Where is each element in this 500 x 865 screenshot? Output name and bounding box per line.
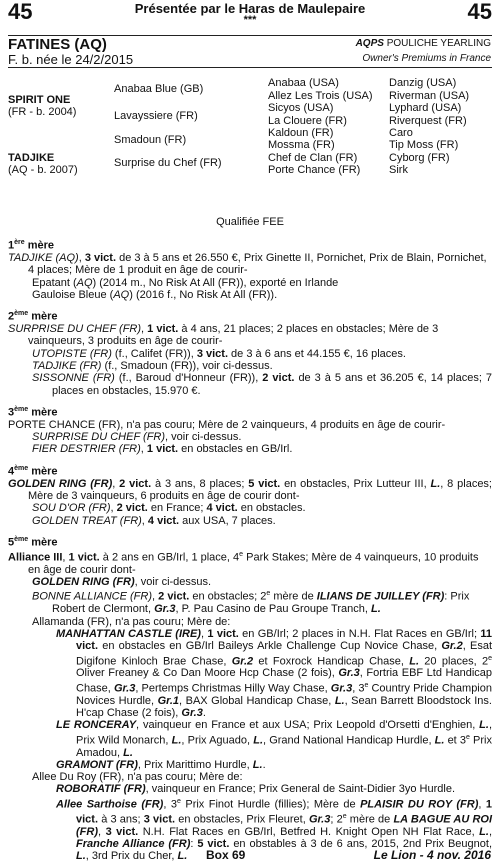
gen3-7: Chef de Clan (FR) <box>268 152 358 164</box>
family-notes <box>8 237 492 863</box>
lot-number-right: 45 <box>467 0 492 24</box>
gen2-3: Smadoun (FR) <box>114 134 187 146</box>
grandproduce-allee-sarthoise: Allee Sarthoise (FR), 3e Prix Finot Hurdle (fillies); Mère de PLAISIR DU ROY (FR), 1 vict. à 3 ans; 3 vict. en obstacles, Prix Fleuret, Gr.3; 2e mère de LA BAGUE AU ROI (FR), 3 vict. N.H. Flat Races en GB/Irl, Betfred H. Knight Open NH Flat Race, L., Franche Alliance (FR): 5 vict. en obstables à 3 de 6 ans, 2015, 2nd Prix Beugnot, L., 3rd Prix du Cher, L. <box>56 797 493 863</box>
gen3-8: Porte Chance (FR) <box>268 164 361 176</box>
produce-fier-destrier: FIER DESTRIER (FR), 1 vict. en obstacles en GB/Irl. <box>32 443 293 456</box>
box-number: Box 69 <box>206 848 246 862</box>
produce-bonne-alliance: BONNE ALLIANCE (FR), 2 vict. en obstacles; 2e mère de ILIANS DE JUILLEY (FR): Prix Robert de Clermont, Gr.3, P. Pau Casino de Pau Groupe Tranch, L. <box>32 590 470 616</box>
qualification: Qualifiée FEE <box>216 216 284 228</box>
gen3-4: La Clouere (FR) <box>268 115 347 127</box>
gen4-6: Tip Moss (FR) <box>389 139 459 151</box>
produce-epatant: Epatant (AQ) (2014 m., No Risk At All (FR)), exporté en Irlande <box>32 276 339 289</box>
section-heading-3: 3ème mère <box>8 405 58 419</box>
grandproduce-manhattan-castle: MANHATTAN CASTLE (IRE), 1 vict. en GB/Irl; 2 places in N.H. Flat Races en GB/Irl; 11 vict. en obstacles en GB/Irl Baileys Arkle Challenge Cup Novice Chase, Gr.2, Esat Digifone Kinloch Brae Chase, Gr.2 et Foxrock Handicap Chase, L. 20 places, 2e Oliver Freaney & Co Dan Moore Hcp Chase (2 fois), Gr.3, Fortria EBF Ltd Handicap Chase, Gr.3, Pertemps Christmas Hilly Way Chase, Gr.3, 3e Country Pride Champion Novices Hurdle, Gr.1, BAX Global Handicap Chase, L., Sean Barrett Bloodstock Ins. H'cap Chase (2 fois), Gr.3. <box>56 627 493 719</box>
gen4-5: Caro <box>389 127 413 139</box>
gen4-1: Danzig (USA) <box>389 77 457 89</box>
gen2-2: Lavayssiere (FR) <box>114 110 198 122</box>
produce-gauloise-bleue: Gauloise Bleue (AQ) (2016 f., No Risk At All (FR)). <box>32 288 278 301</box>
produce-golden-treat: GOLDEN TREAT (FR), 4 vict. aux USA, 7 places. <box>32 514 276 527</box>
dam-5-entry: Alliance III, 1 vict. à 2 ans en GB/Irl, 1 place, 4e Park Stakes; Mère de 4 vainqueurs, 10 produits en âge de courir dont- <box>8 550 479 576</box>
horse-name: FATINES (AQ) <box>8 36 107 53</box>
grandproduce-gramont: GRAMONT (FR), Prix Marittimo Hurdle, L.. <box>56 758 266 771</box>
section-heading-2: 2ème mère <box>8 310 58 323</box>
lot-number-left: 45 <box>8 0 33 24</box>
gen4-8: Sirk <box>389 164 408 176</box>
section-heading-4: 4ème mère <box>8 464 58 478</box>
dam-1-entry: TADJIKE (AQ), 3 vict. de 3 à 5 ans et 26.550 €, Prix Ginette II, Pornichet, Prix de Blain, Pornichet, 4 places; Mère de 1 produit en âge de courir- <box>8 251 487 277</box>
gen2-4: Surprise du Chef (FR) <box>114 157 222 169</box>
dam-4-entry: GOLDEN RING (FR), 2 vict. à 3 ans, 8 places; 5 vict. en obstacles, Prix Lutteur III, L., 8 places; Mère de 3 vainqueurs, 6 produits en âge de courir dont- <box>8 477 492 502</box>
gen3-1: Anabaa (USA) <box>268 77 339 89</box>
dam-info: (AQ - b. 2007) <box>8 164 78 176</box>
produce-sissonne: SISSONNE (FR) (f., Baroud d'Honneur (FR)), 2 vict. de 3 à 5 ans et 36.205 €, 14 places; 7 places en obstacles, 15.970 €. <box>32 372 492 397</box>
gen2-1: Anabaa Blue (GB) <box>114 83 204 95</box>
sire-info: (FR - b. 2004) <box>8 106 77 118</box>
sale-place-date: Le Lion - 4 nov. 2016 <box>373 848 491 862</box>
dam-2-entry: SURPRISE DU CHEF (FR), 1 vict. à 4 ans, 21 places; 2 places en obstacles; Mère de 3 vainqueurs, 3 produits en âge de courir- <box>8 323 439 348</box>
grandproduce-roboratif: ROBORATIF (FR), vainqueur en France; Prix General de Saint-Didier 3yo Hurdle. <box>56 783 455 796</box>
produce-utopiste: UTOPISTE (FR) (f., Califet (FR)), 3 vict. de 3 à 6 ans et 44.155 €, 16 places. <box>32 347 406 360</box>
produce-golden-ring: GOLDEN RING (FR), voir ci-dessus. <box>32 576 212 589</box>
gen3-5: Kaldoun (FR) <box>268 127 334 139</box>
section-heading-1: 1ère mère <box>8 239 54 252</box>
produce-surprise-du-chef: SURPRISE DU CHEF (FR), voir ci-dessus. <box>32 431 242 444</box>
gen4-4: Riverquest (FR) <box>389 115 467 127</box>
dam-name: TADJIKE <box>8 152 55 164</box>
produce-tadjike: TADJIKE (FR) (f., Smadoun (FR)), voir ci-dessus. <box>32 359 273 372</box>
category: AQPS POULICHE YEARLING <box>355 38 491 49</box>
produce-allee-du-roy: Allee Du Roy (FR), n'a pas couru; Mère de: <box>32 771 243 784</box>
owners-premium: Owner's Premiums in France <box>362 53 491 64</box>
sire-name: SPIRIT ONE <box>8 94 71 106</box>
birth-date: F. b. née le 24/2/2015 <box>8 52 134 67</box>
produce-sou-dor: SOU D'OR (FR), 2 vict. en France; 4 vict. en obstacles. <box>32 502 306 515</box>
gen4-3: Lyphard (USA) <box>389 102 462 114</box>
header-rule-bottom <box>8 67 492 68</box>
gen3-6: Mossma (FR) <box>268 139 335 151</box>
grandproduce-le-ronceray: LE RONCERAY, vainqueur en France et aux USA; Prix Leopold d'Orsetti d'Enghien, L., Prix Wild Monarch, L., Prix Aguado, L., Grand National Handicap Hurdle, L. et 3e Prix Amadou, L. <box>56 719 493 759</box>
section-heading-5: 5ème mère <box>8 535 58 549</box>
stars: *** <box>243 14 257 26</box>
gen4-7: Cyborg (FR) <box>389 152 450 164</box>
gen3-2: Allez Les Trois (USA) <box>268 90 373 102</box>
gen3-3: Sicyos (USA) <box>268 102 334 114</box>
dam-3-entry: PORTE CHANCE (FR), n'a pas couru; Mère de 2 vainqueurs, 4 produits en âge de courir- <box>8 418 446 431</box>
gen4-2: Riverman (USA) <box>389 90 470 102</box>
presenter: Présentée par le Haras de Maulepaire <box>134 1 366 16</box>
produce-allamanda: Allamanda (FR), n'a pas couru; Mère de: <box>32 615 231 628</box>
